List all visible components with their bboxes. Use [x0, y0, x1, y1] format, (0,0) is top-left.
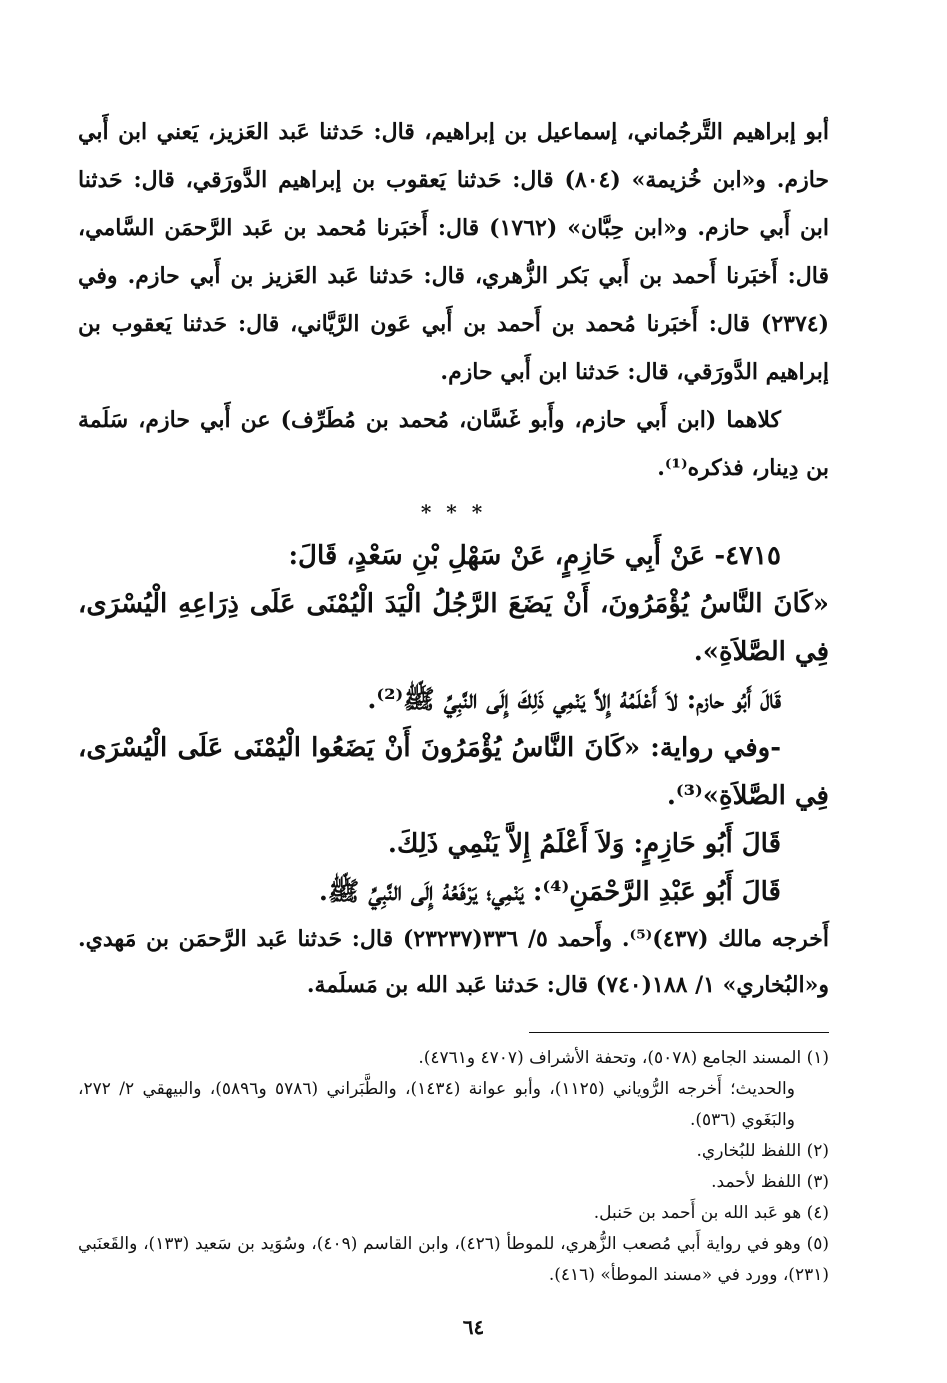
intro-paragraph-2: كلاهما (ابن أَبي حازم، وأَبو غَسَّان، مُحمد بن مُطَرِّف) عن أَبي حازم، سَلَمة بن دِينار، فذكره⁽¹⁾.: [78, 407, 829, 481]
footnote-5: (٥) وهو في رواية أَبي مُصعب الزُّهري، للموطأ (٤٢٦)، وابن القاسم (٤٠٩)، وسُوَيد بن سَعيد (١٣٣)، والقَعنَبي (٢٣١)، وورد في «مسند الموطأ» (٤١٦).: [78, 1234, 829, 1285]
hadith-line: قَالَ أَبُو عَبْدِ الرَّحْمَنِ⁽⁴⁾: يَنْمِي؛ يَرْفَعُهُ إِلَى النَّبِيِّ ﷺ.: [318, 877, 781, 907]
footnote-3: (٣) اللفظ لأحمد.: [711, 1172, 829, 1192]
page-number: ٦٤: [462, 1315, 485, 1339]
hadith-matn: «كَانَ النَّاسُ يُؤْمَرُونَ، أَنْ يَضَعَ الرَّجُلُ الْيَدَ الْيُمْنَى عَلَى ذِرَاعِهِ الْيُسْرَى، فِي الصَّلاَةِ».: [78, 589, 829, 667]
document-page: [78, 108, 829, 1343]
intro-paragraph-1: أبو إبراهيم التَّرجُماني، إسماعيل بن إبراهيم، قال: حَدثنا عَبد العَزيز، يَعني ابن أَبي حازم. و«ابن خُزيمة» (٨٠٤) قال: حَدثنا يَعقوب بن إبراهيم الدَّورَقي، قال: حَدثنا ابن أَبي حازم. و«ابن حِبَّان» (١٧٦٢) قال: أَخبَرنا مُحمد بن عَبد الرَّحمَن السَّامي، قال: أَخبَرنا أَحمد بن أَبي بَكر الزُّهري، قال: حَدثنا عَبد العَزيز بن أَبي حازم. وفي (٢٣٧٤) قال: أَخبَرنا مُحمد بن أَحمد بن أَبي عَون الرَّيَّاني، قال: حَدثنا يَعقوب بن إبراهيم الدَّورَقي، قال: حَدثنا ابن أَبي حازم.: [78, 119, 829, 385]
footnote-divider: [529, 1032, 829, 1033]
footnote-4: (٤) هو عَبد الله بن أَحمد بن حَنبل.: [593, 1203, 829, 1223]
takhrij-paragraph: أَخرجه مالك (٤٣٧)⁽⁵⁾. وأَحمد ٥/ ٣٣٦(٢٣٢٣٧) قال: حَدثنا عَبد الرَّحمَن بن مَهدي. و«البُخاري» ١/ ١٨٨(٧٤٠) قال: حَدثنا عَبد الله بن مَسلَمة.: [78, 926, 829, 998]
hadith-line: قَالَ أَبُو حَازِمٍ: وَلاَ أَعْلَمُ إِلاَّ يَنْمِي ذَلِكَ.: [387, 829, 781, 859]
takhrij-section: [78, 916, 829, 1008]
section-separator: * * *: [420, 500, 487, 524]
intro-section: [78, 108, 829, 492]
hadith-heading: ٤٧١٥- عَنْ أَبِي حَازِمٍ، عَنْ سَهْلِ بْنِ سَعْدٍ، قَالَ:: [288, 541, 781, 571]
hadith-line: قَالَ أَبُو حازم: لاَ أَعْلَمُهُ إِلاَّ يَنْمِي ذَلِكَ إِلَى النَّبِيِّ ﷺ⁽²⁾.: [367, 685, 781, 715]
footnote-1-continuation: والحديث؛ أَخرجه الرُّوياني (١١٢٥)، وأبو عوانة (١٤٣٤)، والطَّبَراني (٥٧٨٦ و٥٨٩٦)، والبيهقي ٢/ ٢٧٢، والبَغَوي (٥٣٦).: [78, 1079, 795, 1130]
footnote-1: (١) المسند الجامع (٥٠٧٨)، وتحفة الأشراف (٤٧٠٧ و٤٧٦١).: [418, 1048, 829, 1068]
footnotes-section: [78, 1043, 829, 1291]
hadith-section: [78, 532, 829, 916]
hadith-line: -وفي رواية: «كَانَ النَّاسُ يُؤْمَرُونَ أَنْ يَضَعُوا الْيُمْنَى عَلَى الْيُسْرَى، فِي الصَّلاَةِ»⁽³⁾.: [78, 733, 829, 811]
footnote-2: (٢) اللفظ للبُخاري.: [696, 1141, 829, 1161]
